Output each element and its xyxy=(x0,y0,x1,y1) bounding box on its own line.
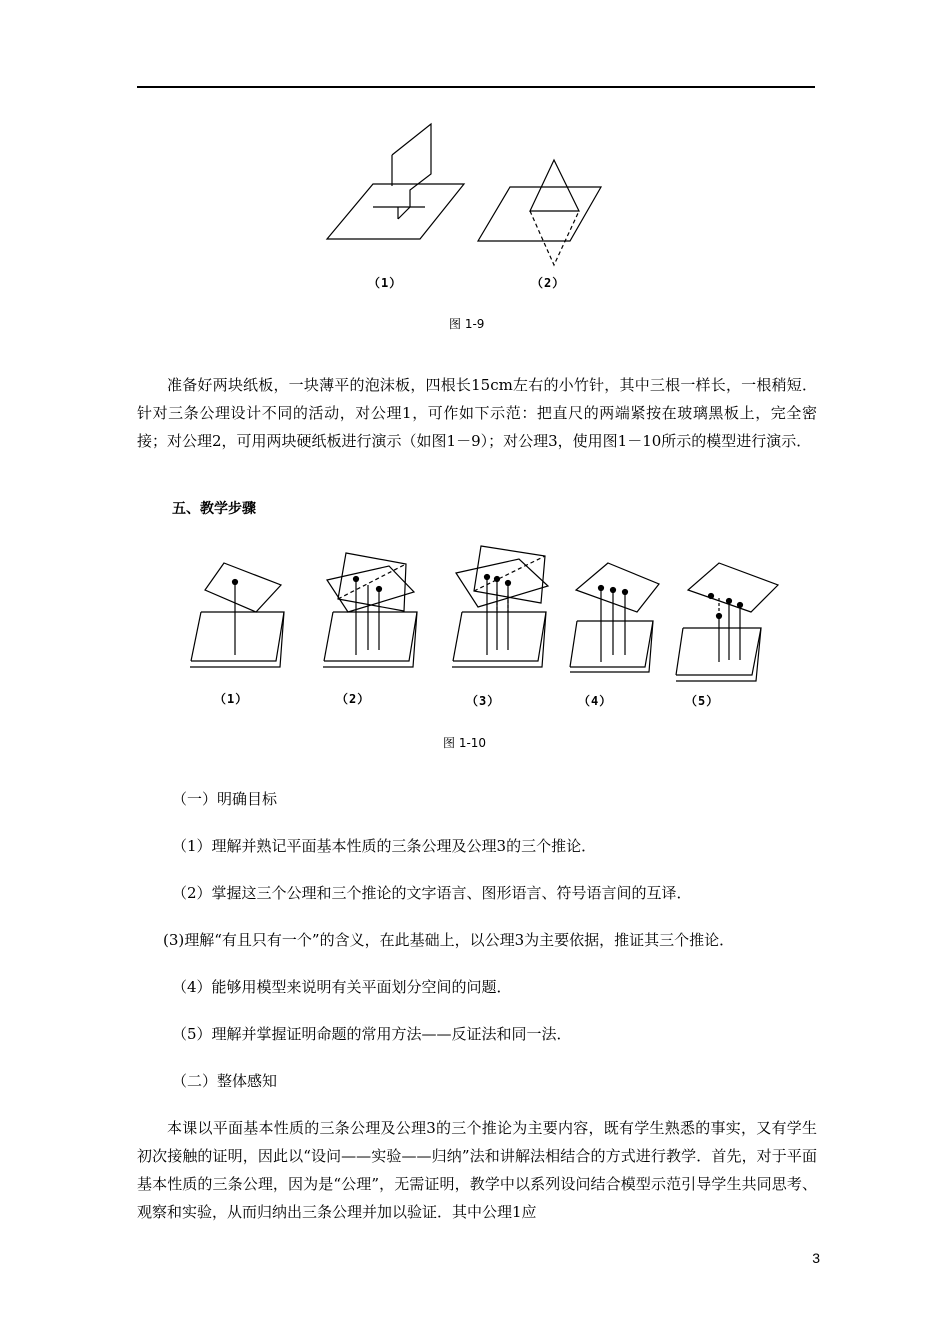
figure-1-9-label-1: （1） xyxy=(368,276,403,290)
figure-1-10-label-2: （2） xyxy=(336,692,371,706)
header-rule xyxy=(137,86,815,88)
subsection-heading-objectives: （一）明确目标 xyxy=(172,790,278,808)
subsection-heading-overview: （二）整体感知 xyxy=(172,1072,278,1090)
figure-1-9-drawing xyxy=(0,110,950,380)
objective-item-5: （5）理解并掌握证明命题的常用方法——反证法和同一法． xyxy=(172,1025,572,1043)
figure-1-9-caption: 图 1-9 xyxy=(449,317,485,331)
intro-paragraph: 准备好两块纸板，一块薄平的泡沫板，四根长15cm左右的小竹针，其中三根一样长，一根稍短．针对三条公理设计不同的活动，对公理1，可作如下示范：把直尺的两端紧按在玻璃黑板上，完全密接；对公理2，可用两块硬纸板进行演示（如图1－9）；对公理3，使用图1－10所示的模型进行演示． xyxy=(137,376,817,450)
overview-paragraph: 本课以平面基本性质的三条公理及公理3的三个推论为主要内容，既有学生熟悉的事实，又有学生初次接触的证明，因此以“设问——实验——归纳”法和讲解法相结合的方式进行教学．首先，对于平面基本性质的三条公理，因为是“公理”，无需证明，教学中以系列设问结合模型示范引导学生共同思考、观察和实验，从而归纳出三条公理并加以验证．其中公理1应 xyxy=(137,1119,817,1221)
figure-1-10-label-5: （5） xyxy=(685,694,720,708)
figure-1-9-label-2: （2） xyxy=(531,276,566,290)
figure-1-10-caption: 图 1-10 xyxy=(443,736,487,750)
figure-1-10-label-4: （4） xyxy=(578,694,613,708)
objective-item-3: (3)理解“有且只有一个”的含义，在此基础上，以公理3为主要依据，推证其三个推论． xyxy=(163,931,735,949)
page-number: 3 xyxy=(812,1250,820,1266)
objective-item-2: （2）掌握这三个公理和三个推论的文字语言、图形语言、符号语言间的互译． xyxy=(172,884,692,902)
figure-1-10-drawing xyxy=(0,540,950,690)
figure-1-10-label-1: （1） xyxy=(214,692,249,706)
objective-item-1: （1）理解并熟记平面基本性质的三条公理及公理3的三个推论． xyxy=(172,837,597,855)
figure-1-10-label-3: （3） xyxy=(466,694,501,708)
objective-item-4: （4）能够用模型来说明有关平面划分空间的问题． xyxy=(172,978,512,996)
section-heading: 五、教学步骤 xyxy=(172,501,256,517)
